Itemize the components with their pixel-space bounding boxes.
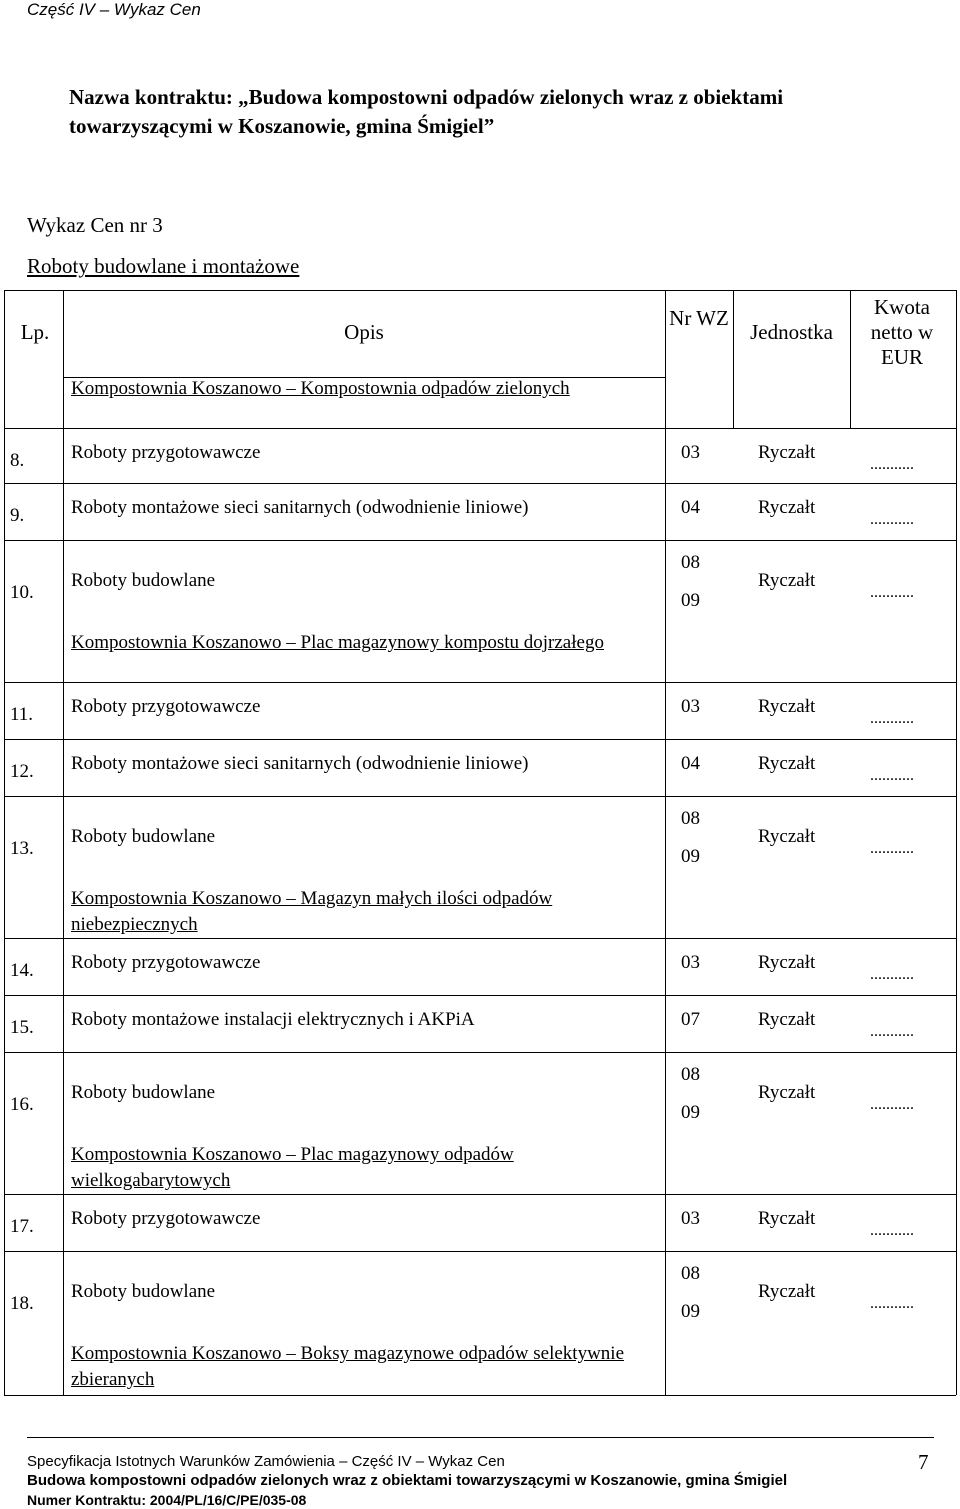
row-amount: ........... bbox=[870, 1023, 914, 1040]
header-opis: Opis bbox=[344, 320, 384, 344]
table-rule bbox=[4, 290, 5, 1395]
row-amount: ........... bbox=[870, 511, 914, 528]
row-unit: Ryczałt bbox=[758, 497, 816, 518]
table-rule bbox=[4, 1251, 956, 1252]
row-number: 18. bbox=[10, 1293, 34, 1314]
table-rule bbox=[63, 995, 64, 1052]
row-unit: Ryczałt bbox=[758, 826, 816, 847]
table-rule bbox=[63, 1194, 64, 1251]
row-description: Roboty budowlane bbox=[71, 1281, 216, 1302]
row-wz-number: 09 bbox=[681, 846, 700, 867]
header-nr-wz: Nr WZ bbox=[669, 306, 729, 330]
table-rule bbox=[665, 1052, 666, 1194]
row-wz-number: 03 bbox=[681, 696, 700, 717]
table-rule bbox=[63, 428, 64, 483]
row-amount: ........... bbox=[870, 1222, 914, 1239]
table-rule bbox=[4, 682, 956, 683]
table-rule bbox=[4, 995, 956, 996]
table-rule bbox=[4, 483, 956, 484]
row-number: 15. bbox=[10, 1017, 34, 1038]
table-rule bbox=[665, 739, 666, 796]
row-amount: ........... bbox=[870, 710, 914, 727]
row-wz-number: 07 bbox=[681, 1009, 700, 1030]
table-rule bbox=[665, 995, 666, 1052]
table-rule bbox=[4, 1052, 956, 1053]
row-amount: ........... bbox=[870, 584, 914, 601]
row-number: 17. bbox=[10, 1216, 34, 1237]
row-number: 12. bbox=[10, 761, 34, 782]
table-rule bbox=[63, 290, 64, 428]
row-wz-number: 08 bbox=[681, 1263, 700, 1284]
row-description: Roboty przygotowawcze bbox=[71, 696, 261, 717]
table-rule bbox=[4, 290, 956, 291]
header-lp: Lp. bbox=[20, 320, 50, 344]
table-rule bbox=[733, 290, 734, 428]
header-kwota: Kwota netto w EUR bbox=[870, 295, 934, 369]
running-header: Część IV – Wykaz Cen bbox=[27, 0, 201, 19]
row-unit: Ryczałt bbox=[758, 1208, 816, 1229]
row-unit: Ryczałt bbox=[758, 442, 816, 463]
row-wz-number: 08 bbox=[681, 552, 700, 573]
row-unit: Ryczałt bbox=[758, 696, 816, 717]
row-description: Roboty budowlane bbox=[71, 570, 216, 591]
table-rule bbox=[665, 1194, 666, 1251]
table-rule bbox=[4, 1395, 956, 1396]
footer-spec: Specyfikacja Istotnych Warunków Zamówienia – Część IV – Wykaz Cen bbox=[27, 1453, 505, 1470]
row-number: 13. bbox=[10, 838, 34, 859]
table-rule bbox=[665, 1251, 666, 1395]
footer-divider bbox=[27, 1437, 934, 1438]
table-rule bbox=[4, 938, 956, 939]
table-rule bbox=[63, 1052, 64, 1194]
section-heading: Kompostownia Koszanowo – Boksy magazynowe odpadów selektywnie zbieranych bbox=[71, 1343, 625, 1390]
row-wz-number: 03 bbox=[681, 952, 700, 973]
price-list-title: Wykaz Cen nr 3 bbox=[27, 213, 163, 237]
row-wz-number: 03 bbox=[681, 442, 700, 463]
row-amount: ........... bbox=[870, 456, 914, 473]
row-wz-number: 08 bbox=[681, 1064, 700, 1085]
row-wz-number: 04 bbox=[681, 497, 700, 518]
row-description: Roboty przygotowawcze bbox=[71, 442, 261, 463]
row-description: Roboty przygotowawcze bbox=[71, 1208, 261, 1229]
row-wz-number: 09 bbox=[681, 1301, 700, 1322]
table-rule bbox=[850, 290, 851, 428]
row-wz-number: 08 bbox=[681, 808, 700, 829]
table-rule bbox=[4, 796, 956, 797]
table-rule bbox=[665, 938, 666, 995]
table-rule bbox=[63, 796, 64, 938]
row-unit: Ryczałt bbox=[758, 753, 816, 774]
row-unit: Ryczałt bbox=[758, 1082, 816, 1103]
row-unit: Ryczałt bbox=[758, 1281, 816, 1302]
footer-contract-number: Numer Kontraktu: 2004/PL/16/C/PE/035-08 bbox=[27, 1492, 307, 1508]
row-number: 16. bbox=[10, 1094, 34, 1115]
row-unit: Ryczałt bbox=[758, 1009, 816, 1030]
row-description: Roboty budowlane bbox=[71, 826, 216, 847]
table-rule bbox=[63, 540, 64, 682]
section-heading: Kompostownia Koszanowo – Kompostownia odpadów zielonych bbox=[71, 378, 570, 399]
row-number: 11. bbox=[10, 704, 34, 725]
table-rule bbox=[4, 428, 956, 429]
row-description: Roboty montażowe sieci sanitarnych (odwodnienie liniowe) bbox=[71, 497, 529, 518]
table-rule bbox=[665, 428, 666, 483]
row-wz-number: 04 bbox=[681, 753, 700, 774]
section-heading: Kompostownia Koszanowo – Plac magazynowy odpadów wielkogabarytowych bbox=[71, 1144, 514, 1191]
row-amount: ........... bbox=[870, 1295, 914, 1312]
section-heading: Kompostownia Koszanowo – Magazyn małych ilości odpadów niebezpiecznych bbox=[71, 888, 553, 935]
row-number: 10. bbox=[10, 582, 34, 603]
row-unit: Ryczałt bbox=[758, 952, 816, 973]
row-number: 9. bbox=[10, 505, 25, 526]
table-rule bbox=[63, 483, 64, 540]
row-amount: ........... bbox=[870, 840, 914, 857]
section-heading: Kompostownia Koszanowo – Plac magazynowy kompostu dojrzałego bbox=[71, 632, 604, 653]
table-rule bbox=[665, 483, 666, 540]
row-wz-number: 09 bbox=[681, 1102, 700, 1123]
table-rule bbox=[4, 540, 956, 541]
header-jednostka: Jednostka bbox=[750, 320, 833, 344]
row-number: 8. bbox=[10, 450, 25, 471]
row-number: 14. bbox=[10, 960, 34, 981]
row-description: Roboty montażowe sieci sanitarnych (odwodnienie liniowe) bbox=[71, 753, 529, 774]
table-rule bbox=[665, 796, 666, 938]
price-list-subtitle: Roboty budowlane i montażowe bbox=[27, 254, 300, 278]
row-description: Roboty budowlane bbox=[71, 1082, 216, 1103]
table-rule bbox=[4, 1194, 956, 1195]
row-amount: ........... bbox=[870, 767, 914, 784]
table-rule bbox=[4, 739, 956, 740]
row-description: Roboty montażowe instalacji elektrycznych i AKPiA bbox=[71, 1009, 475, 1030]
table-rule bbox=[665, 682, 666, 739]
row-amount: ........... bbox=[870, 1096, 914, 1113]
table-rule bbox=[63, 739, 64, 796]
row-wz-number: 09 bbox=[681, 590, 700, 611]
table-rule bbox=[63, 682, 64, 739]
table-rule bbox=[63, 1251, 64, 1395]
table-rule bbox=[665, 540, 666, 682]
row-wz-number: 03 bbox=[681, 1208, 700, 1229]
row-description: Roboty przygotowawcze bbox=[71, 952, 261, 973]
row-amount: ........... bbox=[870, 966, 914, 983]
table-rule bbox=[956, 290, 957, 1395]
row-unit: Ryczałt bbox=[758, 570, 816, 591]
contract-name: Nazwa kontraktu: „Budowa kompostowni odpadów zielonych wraz z obiektami towarzyszącymi w Koszanowie, gmina Śmigiel” bbox=[69, 85, 784, 138]
table-rule bbox=[63, 938, 64, 995]
footer-project: Budowa kompostowni odpadów zielonych wraz z obiektami towarzyszącymi w Koszanowie, gmina Śmigiel bbox=[27, 1472, 788, 1489]
page-number: 7 bbox=[918, 1450, 929, 1474]
